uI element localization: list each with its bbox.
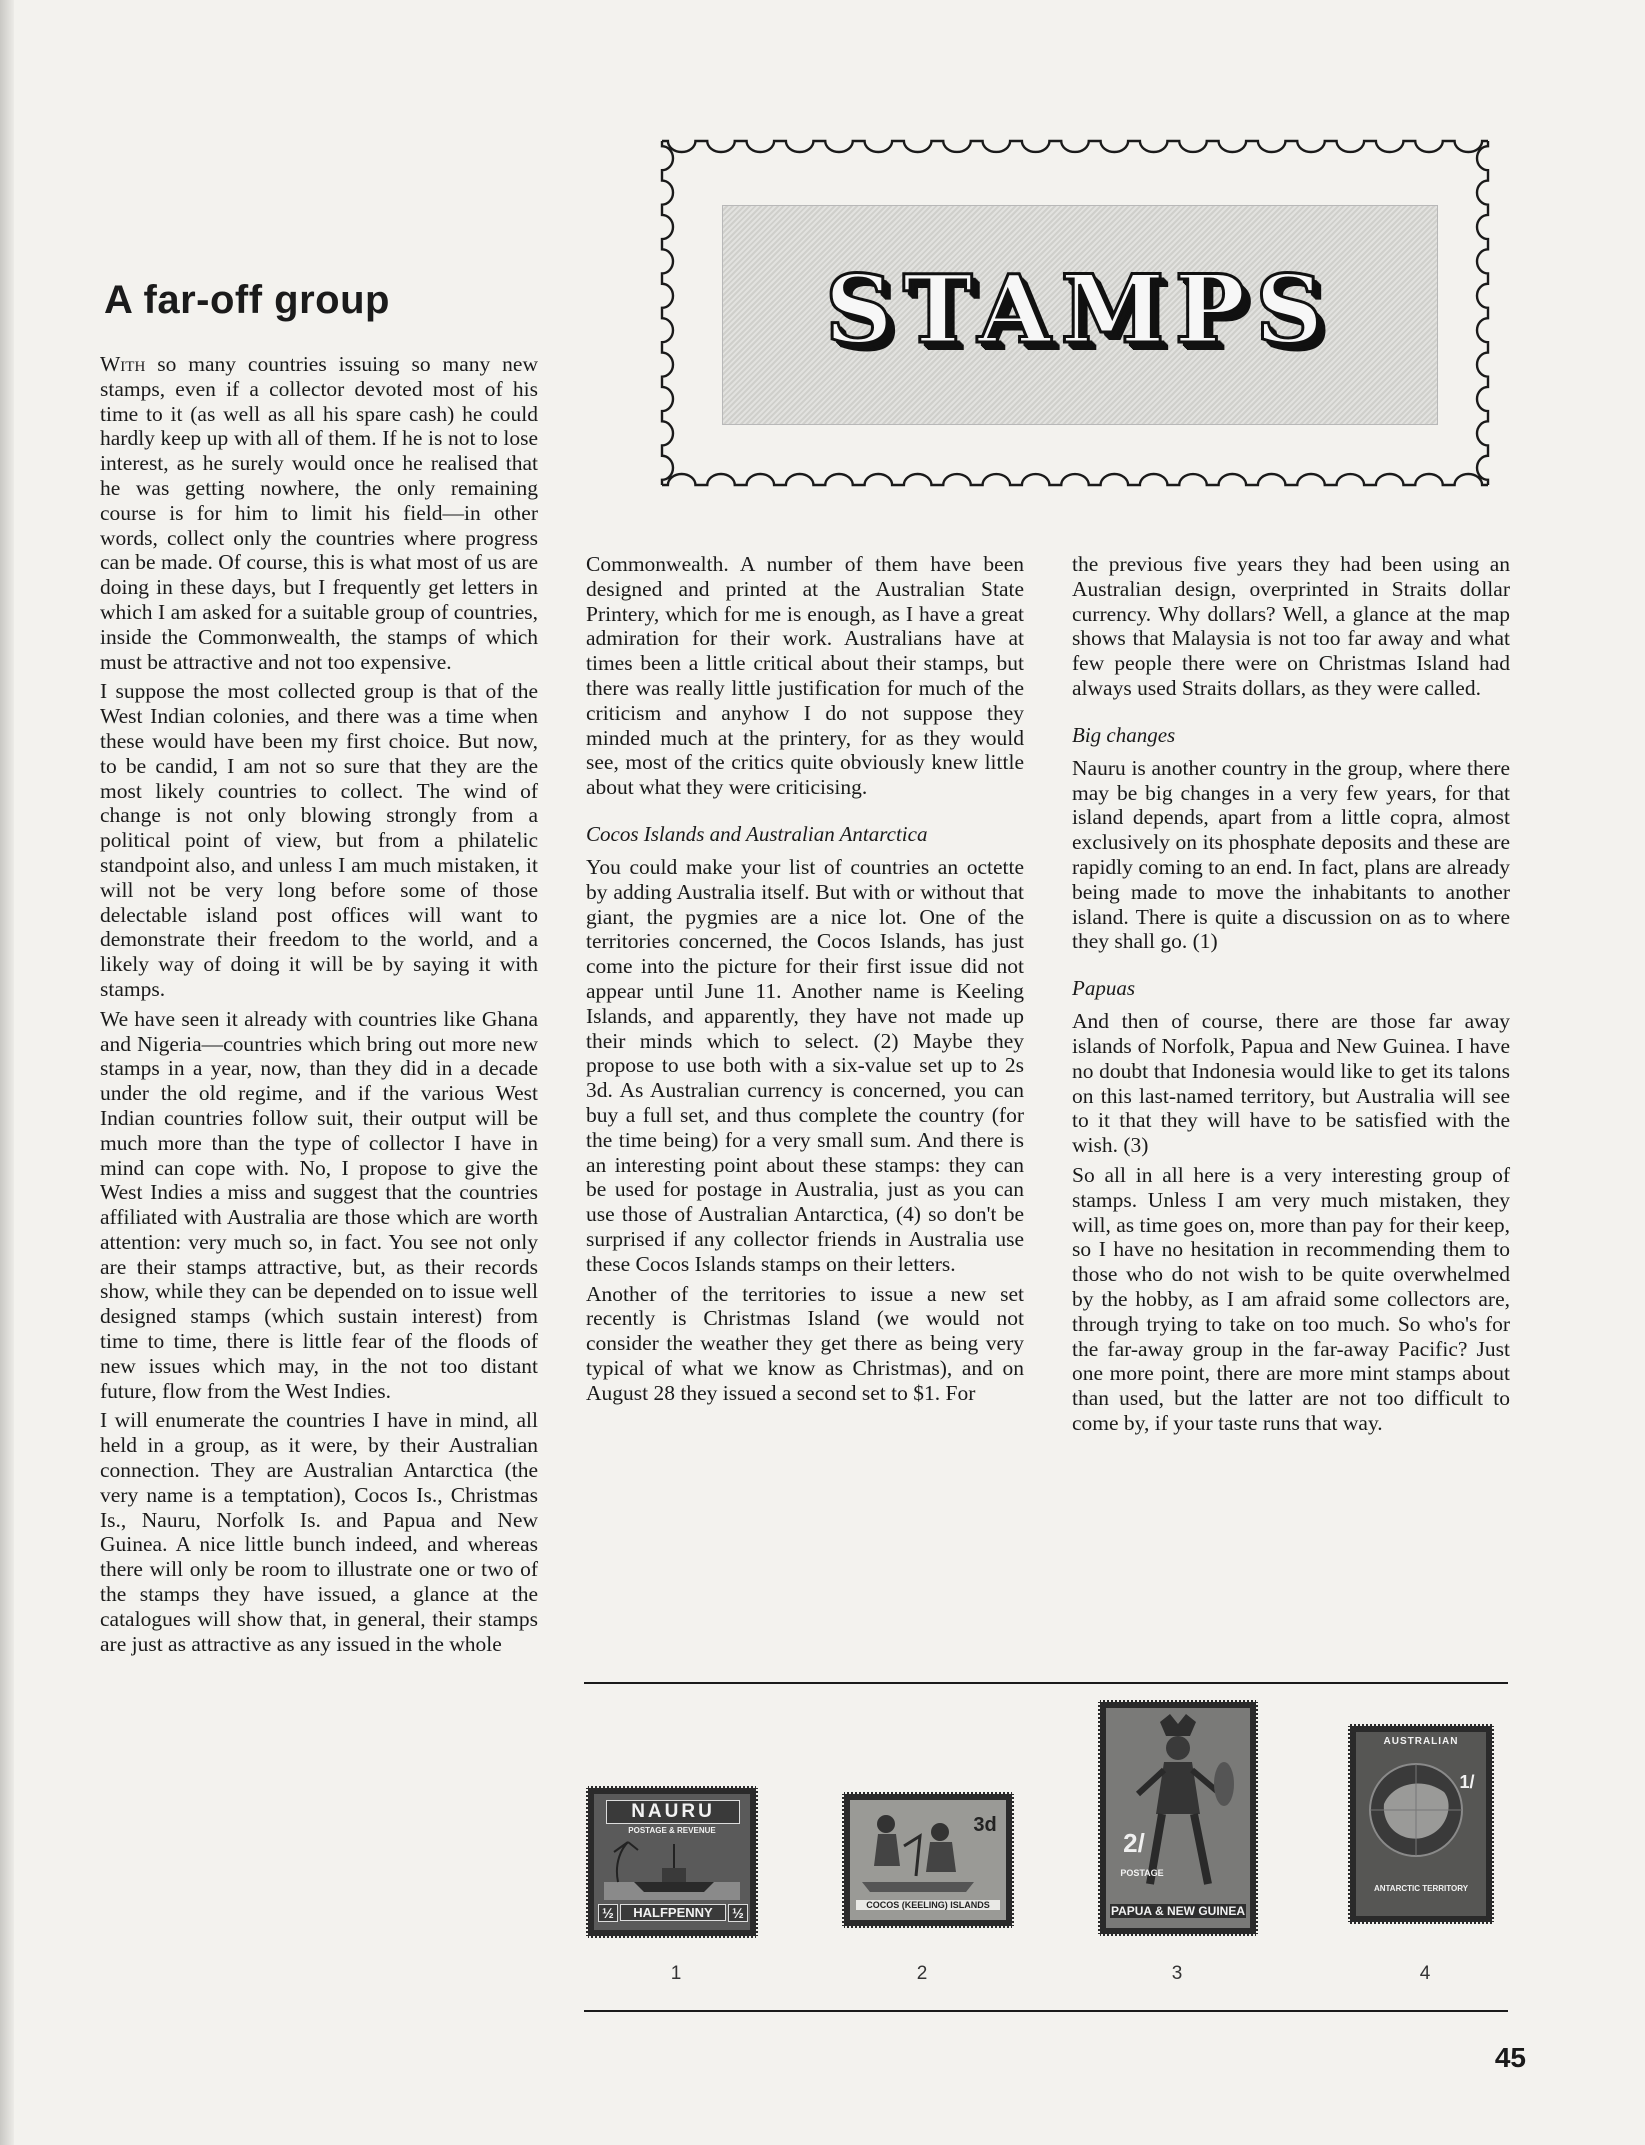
page-number: 45 bbox=[1494, 2042, 1526, 2073]
paragraph: I will enumerate the countries I have in mind, all held in a group, as it were, by their Australian connection. They are Australian Antarctica (the very name is a temptation), Cocos Is., Christmas Is., Nauru, Norfolk Is. and Papua and New Guinea. A nice little bunch indeed, and whereas there will only be room to illustrate one or two of the stamps they have issued, a glance at the catalogues will show that, in general, their stamps are just as attractive as any issued in the whole bbox=[100, 1408, 538, 1656]
paragraph: I suppose the most collected group is that of the West Indian colonies, and there was a time when these would have been my first choice. But now, to be candid, I am not so sure that they are the most likely countries to collect. The wind of change is not only blowing strongly from a political point of view, but from a philatelic standpoint also, and unless I am much mistaken, it will not be very long before some of those delectable island post offices will want to demonstrate their freedom to the world, and a likely way of doing it will be by saying it with stamps. bbox=[100, 679, 538, 1001]
paragraph: Nauru is another country in the group, where there may be big changes in a very few years, for that island depends, apart from a little copra, almost exclusively on its phosphate deposits and these are rapidly coming to an end. In fact, plans are already being made to move the inhabitants to another island. There is quite a discussion on as to where they shall go. (1) bbox=[1072, 755, 1510, 954]
stamp-3-country: PAPUA & NEW GUINEA bbox=[1110, 1904, 1245, 1918]
ship-illustration bbox=[604, 1838, 740, 1900]
paragraph: You could make your list of countries an octette by adding Australia itself. But with or without that giant, the pygmies are a nice lot. One of the territories concerned, the Cocos Islands, has just come into the picture for their first issue did not appear until June 11. Another name is Keeling Islands, and apparently, they have not made up their minds which to select. (2) Maybe they propose to use both with a six-value set up to 2s 3d. As Australian currency is concerned, you can buy a full set, and thus complete the country (for the time being) for a very small sum. And there is an interesting point about these stamps: they can be used for postage in Australia, just as you can use those of Australian Antarctica, (4) so don't be surprised if any collector friends in Australia use these Cocos Islands stamps on their letters. bbox=[586, 854, 1024, 1276]
paragraph: the previous five years they had been using an Australian design, overprinted in Straits dollar currency. Why dollars? Well, a glance at the map shows that Malaysia is not too far away and what few people there were on Christmas Island had always used Straits dollars, as they were called. bbox=[1072, 552, 1510, 700]
figure-caption: 3 bbox=[1171, 1963, 1183, 1984]
paragraph-text: so many countries issuing so many new stamps, even if a collector devoted most of his time to it (as well as all his spare cash) he could hardly keep up with all of them. If he is not to lose interest, as he surely would once he realised that he was getting nowhere, the only remaining course is for him to limit his field—in other words, collect only the countries where progress can be made. Of course, this is what most of us are doing in these days, but I frequently get letters in which I am asked for a suitable group of countries, inside the Commonwealth, the stamps of which must be attractive and not too expensive. bbox=[100, 352, 538, 674]
section-heading: Cocos Islands and Australian Antarctica bbox=[586, 821, 928, 846]
stamp-3-image bbox=[1098, 1700, 1258, 1936]
stamp-4-country: AUSTRALIAN bbox=[1383, 1736, 1459, 1747]
page-edge bbox=[0, 0, 14, 2145]
antarctic-map-illustration bbox=[1362, 1754, 1480, 1864]
figure-caption: 2 bbox=[916, 1963, 928, 1984]
section-heading: Big changes bbox=[1072, 722, 1176, 747]
stamp-4-image bbox=[1348, 1724, 1494, 1924]
stamp-1-value-right: ½ bbox=[728, 1904, 748, 1922]
dropcap-word: With bbox=[100, 352, 146, 376]
dancer-illustration bbox=[1120, 1714, 1238, 1894]
stamp-2-value: 3d bbox=[973, 1814, 997, 1836]
stamps-banner-word: STAMPS bbox=[824, 255, 1334, 365]
figures-top-rule bbox=[584, 1682, 1508, 1684]
harvest-illustration bbox=[856, 1806, 980, 1894]
stamp-4-territory: ANTARCTIC TERRITORY bbox=[1373, 1884, 1469, 1893]
section-heading: Papuas bbox=[1072, 976, 1135, 1001]
stamp-3-value: 2/ bbox=[1123, 1828, 1145, 1858]
paragraph bbox=[100, 352, 538, 674]
stamp-3-postage: POSTAGE bbox=[1120, 1868, 1164, 1878]
stamp-1-value-left: ½ bbox=[598, 1904, 618, 1922]
column-3 bbox=[1072, 552, 1510, 1441]
stamp-2-image bbox=[842, 1792, 1014, 1928]
paragraph: So all in all here is a very interesting group of stamps. Unless I am very much mistaken, they will, as time goes on, more than pay for their keep, so I have no hesitation in recommending them to those who do not wish to be quite overwhelmed by the hobby, as I am afraid some collectors are, through trying to take on too much. So who's for the far-away group in the far-away Pacific? Just one more point, there are more mint stamps about than used, but the latter are not too difficult to come by, if your taste runs that way. bbox=[1072, 1162, 1510, 1435]
paragraph: Commonwealth. A number of them have been designed and printed at the Australian State Printery, which for me is enough, as I have a great admiration for their work. Australians have at times been a little critical about their stamps, but there was really little justification for much of the criticism and anyhow I do not suppose they minded much at the printery, for as they would see, most of the critics quite obviously knew little about what they were criticising. bbox=[586, 552, 1024, 800]
stamp-1-sub: POSTAGE & REVENUE bbox=[628, 1826, 716, 1835]
figure-caption: 1 bbox=[670, 1963, 682, 1984]
stamp-1-country: NAURU bbox=[606, 1800, 740, 1824]
stamp-1-image bbox=[586, 1786, 758, 1938]
paragraph: And then of course, there are those far away islands of Norfolk, Papua and New Guinea. I have no doubt that Indonesia would like to get its talons on this last-named territory, but Australia will see to it that they will have to be satisfied with the wish. (3) bbox=[1072, 1009, 1510, 1158]
figures-bottom-rule bbox=[584, 2010, 1508, 2012]
stamp-4-value: 1/ bbox=[1459, 1772, 1475, 1792]
column-2 bbox=[586, 552, 1024, 1411]
column-1 bbox=[100, 352, 538, 1661]
stamp-1-value: HALFPENNY bbox=[620, 1904, 726, 1921]
paragraph: Another of the territories to issue a new set recently is Christmas Island (we would not consider the weather they get there as being very typical of what we know as Christmas), and on August 28 they issued a second set to $1. For bbox=[586, 1281, 1024, 1405]
stamp-2-country: COCOS (KEELING) ISLANDS bbox=[856, 1900, 1000, 1910]
article-title: A far-off group bbox=[104, 278, 390, 322]
paragraph: We have seen it already with countries like Ghana and Nigeria—countries which bring out more new stamps in a year, now, than they did in a decade under the old regime, and if the various West Indian countries follow suit, their output will be much more than the type of collector I have in mind can cope with. No, I propose to give the West Indies a miss and suggest that the countries affiliated with Australia are those which are worth attention: very much so, in fact. You see not only are their stamps attractive, but, as their records show, while they can be depended on to issue well designed stamps (which sustain interest) from time to time, there is little fear of the floods of new issues which may, in the not too distant future, flow from the West Indies. bbox=[100, 1006, 538, 1403]
figure-caption: 4 bbox=[1419, 1963, 1431, 1984]
